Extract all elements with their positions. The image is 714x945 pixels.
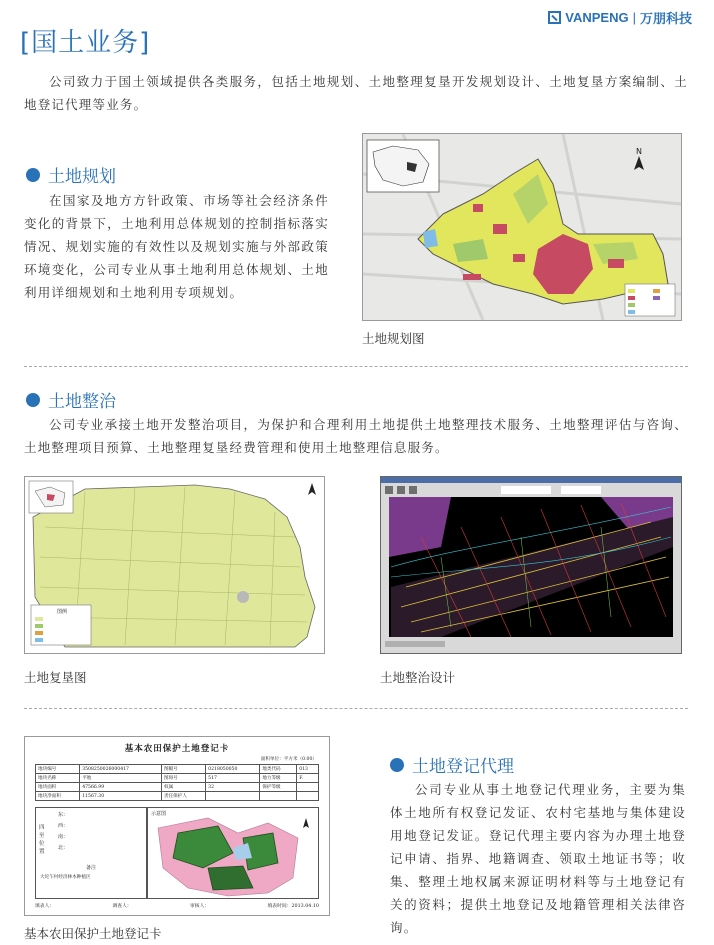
table-cell [297,792,319,801]
table-cell: 图幅号 [161,765,205,774]
bullet-dot-icon [26,393,40,407]
table-cell: 地类代码 [260,765,297,774]
card-title: 基本农田保护土地登记卡 [124,744,230,754]
land-reclamation-map [24,476,325,654]
section-heading-planning [26,162,116,187]
boundary-west: 西： [58,823,69,829]
table-row [36,774,319,783]
table-cell: 3508250026000417 [80,765,162,774]
boundary-south: 南： [58,834,69,840]
brand-name: VANPENG [565,10,629,25]
table-row [36,765,319,774]
boundary-north: 北： [58,845,69,851]
table-cell [206,792,260,801]
table-cell: 32 [206,783,260,792]
brand-logo [548,8,692,27]
land-consolidation-cad-screenshot [380,476,682,654]
table-cell: 平地 [80,774,162,783]
registration-paragraph: 公司专业从事土地登记代理业务，主要为集体土地所有权登记发证、农村宅基地与集体建设用地登记发证。登记代理主要内容为办理土地登记申请、指界、地籍调查、领取土地证书等；收集、整理土地权属来源证明材料等与土地登记有关的资料；提供土地登记及地籍管理相关法律咨询。 [390,782,686,935]
page-title: [国土业务] [20,28,151,58]
table-cell: 保护等级 [260,783,297,792]
table-cell: 11567.30 [80,792,162,801]
intro-paragraph: 公司致力于国土领域提供各类服务，包括土地规划、土地整理复垦开发规划设计、土地复垦方案编制、土地登记代理等业务。 [24,74,688,112]
card-boundary-label: 四至位置 [39,825,45,855]
planning-map-caption: 土地规划图 [362,331,425,346]
section-title-registration: 土地登记代理 [412,757,514,777]
table-cell [297,783,319,792]
table-cell: 地块面积 [36,783,80,792]
card-footer-filler: 填表人： [35,904,55,909]
registration-card-caption: 基本农田保护土地登记卡 [24,926,162,941]
card-unit-note: 面积单位：平方米（0.00） [260,757,317,762]
planning-paragraph: 在国家及地方方针政策、市场等社会经济条件变化的背景下，土地利用总体规划的控制指标落实情况、规划实施的有效性以及规划实施与外部政策环境变化，公司专业从事土地利用总体规划、土地利用详细规划和土地利用专项规划。 [24,193,329,300]
table-row [36,783,319,792]
bullet-dot-icon [390,758,404,772]
bullet-dot-icon [26,168,40,182]
section-heading-consolidation [26,387,116,412]
card-diagram-label: 示意图 [151,811,167,817]
consolidation-paragraph: 公司专业承接土地开发整治项目，为保护和合理利用土地提供土地整理技术服务、土地整理评估与咨询、土地整理项目预算、土地整理复垦经费管理和使用土地整理信息服务。 [24,417,688,455]
card-footer-date: 2013.04.10 [291,904,319,909]
consolidation-design-caption: 土地整治设计 [380,670,456,685]
table-cell: 0218050050 [206,765,260,774]
brand-name-cn: 万朋科技 [639,11,692,26]
land-planning-map [362,133,682,321]
table-cell: 地块名称 [36,774,80,783]
table-cell: 013 [297,765,319,774]
table-cell: F. [297,774,319,783]
card-remark-text: 大坨乍村经济林木种植区 [40,875,91,880]
table-cell: 权属 [161,783,205,792]
card-footer [35,902,319,909]
brand-separator: | [632,10,636,25]
table-cell: 47566.99 [80,783,162,792]
card-remark-label: 备注 [85,865,96,871]
section-title-planning: 土地规划 [48,167,116,187]
table-cell: 地块净面积 [36,792,80,801]
card-diagram-block [147,807,319,899]
section-divider [24,366,688,367]
card-boundary-block [35,807,147,899]
table-cell: 责任保护人 [161,792,205,801]
section-divider [24,708,688,709]
reclamation-map-caption: 土地复垦图 [24,670,87,685]
card-parcel-diagram [148,808,319,899]
card-footer-reviewer: 审核人： [190,904,210,909]
table-cell [260,792,297,801]
vanpeng-logo-icon [548,11,561,24]
section-title-consolidation: 土地整治 [48,392,116,412]
svg-text:N: N [636,147,642,156]
table-cell: 地力等级 [260,774,297,783]
table-row [36,792,319,801]
table-cell: 517 [206,774,260,783]
card-table [35,764,319,801]
table-cell: 地块编号 [36,765,80,774]
boundary-east: 东： [58,812,69,818]
section-heading-registration [390,752,514,777]
card-footer-surveyor: 调查人： [112,904,132,909]
farmland-registration-card [24,736,330,916]
reclamation-map-legend-title: 图例 [57,609,68,615]
card-boundary-directions [58,810,68,854]
table-cell: 图斑号 [161,774,205,783]
card-footer-date-label: 填表时间： [267,904,292,909]
